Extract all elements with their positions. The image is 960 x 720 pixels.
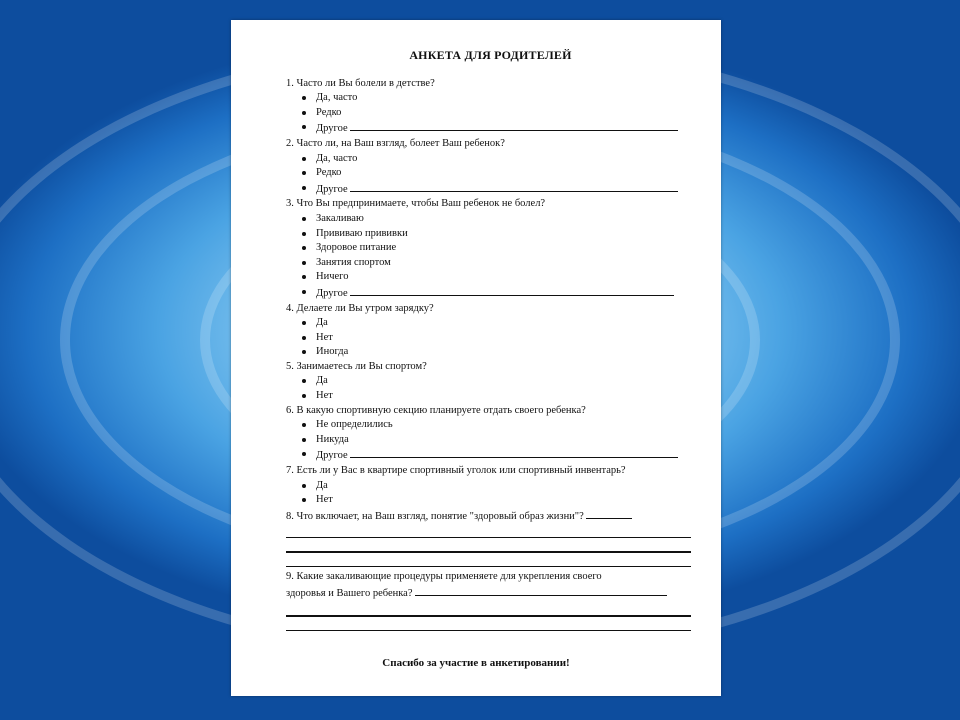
question-6 — [286, 404, 695, 464]
question-text-continued — [286, 585, 695, 602]
answer-blank[interactable] — [350, 447, 678, 458]
option: Закаливаю — [286, 212, 695, 227]
answer-line[interactable] — [286, 602, 691, 617]
option-other — [286, 181, 695, 198]
question-7 — [286, 464, 695, 508]
question-text: 2. Часто ли, на Ваш взгляд, болеет Ваш ребенок? — [286, 137, 505, 149]
question-label: здоровья и Вашего ребенка? — [286, 588, 413, 599]
option: Не определились — [286, 418, 695, 433]
question-text: 7. Есть ли у Вас в квартире спортивный уголок или спортивный инвентарь? — [286, 465, 626, 477]
option-label: Другое — [316, 287, 348, 299]
question-text: 5. Занимаетесь ли Вы спортом? — [286, 360, 427, 372]
question-text: 3. Что Вы предпринимаете, чтобы Ваш ребенок не болел? — [286, 198, 546, 210]
option: Никуда — [286, 433, 695, 448]
answer-blank[interactable] — [586, 508, 632, 519]
answer-blank[interactable] — [350, 181, 678, 192]
answer-line[interactable] — [286, 553, 691, 567]
option: Ничего — [286, 270, 695, 285]
option: Занятия спортом — [286, 256, 695, 271]
option: Иногда — [286, 345, 695, 360]
answer-line[interactable] — [286, 524, 691, 538]
option: Да — [286, 316, 695, 331]
answer-blank[interactable] — [350, 120, 678, 131]
answer-line[interactable] — [286, 538, 691, 553]
option-other — [286, 285, 695, 302]
option: Нет — [286, 331, 695, 346]
option-label: Другое — [316, 450, 348, 462]
option: Нет — [286, 389, 695, 404]
option: Да, часто — [286, 91, 695, 106]
option: Да — [286, 479, 695, 494]
question-8 — [286, 508, 695, 568]
question-1 — [286, 77, 695, 137]
option-label: Другое — [316, 123, 348, 135]
question-3 — [286, 197, 695, 301]
question-text: 6. В какую спортивную секцию планируете отдать своего ребенка? — [286, 404, 586, 416]
questionnaire-page — [231, 20, 721, 696]
answer-line[interactable] — [286, 617, 691, 631]
option: Редко — [286, 106, 695, 121]
option-other — [286, 447, 695, 464]
question-text: 4. Делаете ли Вы утром зарядку? — [286, 302, 434, 314]
document-title: АНКЕТА ДЛЯ РОДИТЕЛЕЙ — [409, 48, 572, 62]
option: Прививаю прививки — [286, 227, 695, 242]
option: Здоровое питание — [286, 241, 695, 256]
question-label: 8. Что включает, на Ваш взгляд, понятие "здоровый образ жизни"? — [286, 510, 584, 522]
option: Нет — [286, 493, 695, 508]
option: Редко — [286, 166, 695, 181]
question-9 — [286, 570, 695, 630]
question-text: 1. Часто ли Вы болели в детстве? — [286, 77, 435, 89]
option: Да — [286, 374, 695, 389]
question-2 — [286, 137, 695, 197]
answer-blank[interactable] — [415, 585, 667, 596]
question-text: 9. Какие закаливающие процедуры применяете для укрепления своего — [286, 571, 602, 583]
option-label: Другое — [316, 183, 348, 195]
question-5 — [286, 360, 695, 404]
option: Да, часто — [286, 152, 695, 167]
option-other — [286, 120, 695, 137]
question-4 — [286, 302, 695, 360]
answer-blank[interactable] — [350, 285, 674, 296]
question-text — [286, 508, 695, 525]
thanks-note: Спасибо за участие в анкетировании! — [382, 657, 570, 669]
